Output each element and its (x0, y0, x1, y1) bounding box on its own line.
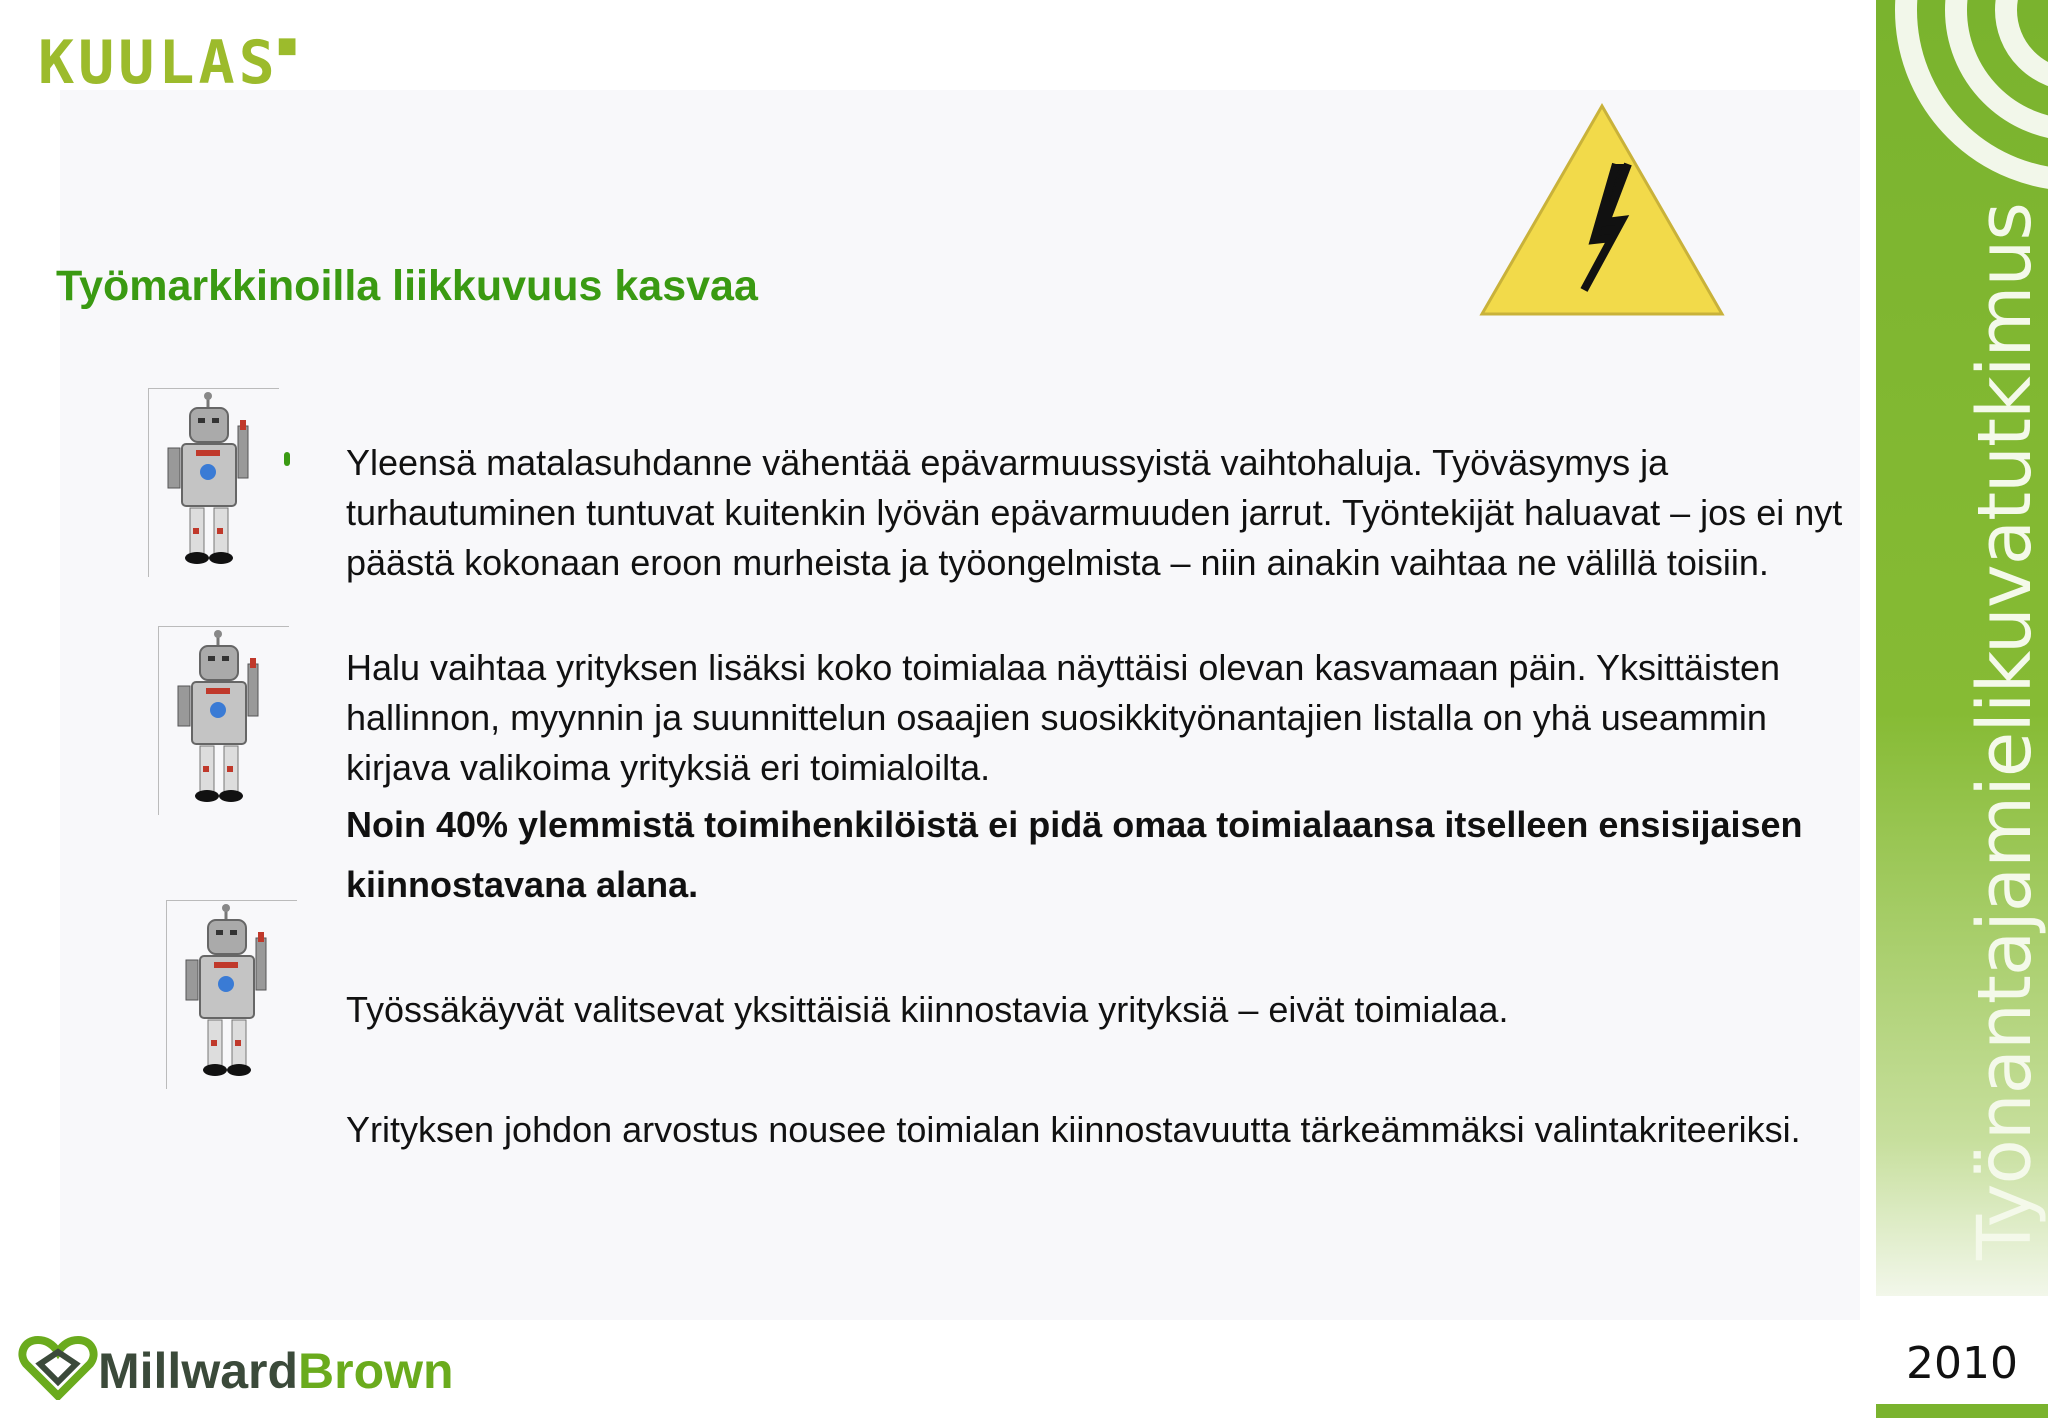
paragraph-4: Työssäkäyvät valitsevat yksittäisiä kiinnostavia yrityksiä – eivät toimialaa. (346, 989, 1509, 1030)
robot-figure (180, 904, 290, 1088)
robot-icon (148, 388, 288, 578)
robot-figure (162, 392, 272, 576)
paragraph-1: Yleensä matalasuhdanne vähentää epävarmuussyistä vaihtohaluja. Työväsymys ja turhautuminen tuntuvat kuitenkin lyövän epävarmuuden jarrut. Työntekijät haluavat – jos ei nyt päästä kokonaan eroon murheista ja työongelmista – niin ainakin vaihtaa ne välillä toisiin. (346, 442, 1843, 583)
robot-icon (166, 900, 306, 1090)
brand-part-2: Brown (298, 1343, 454, 1399)
paragraph-2: Halu vaihtaa yrityksen lisäksi koko toimialaa näyttäisi olevan kasvamaan päin. Yksittäisten hallinnon, myynnin ja suunnittelun osaajien suosikkityönantajien listalla on yhä useammin kirjava valikoima yrityksiä eri toimialoilta. (346, 647, 1781, 788)
robot-figure (172, 630, 282, 814)
millwardbrown-logo (98, 1342, 454, 1400)
sidebar-band (1876, 0, 2048, 1296)
sidebar-label: Työnantajamielikuvatutkimus (1962, 203, 2048, 1260)
paragraph-5: Yrityksen johdon arvostus nousee toimialan kiinnostavuutta tärkeämmäksi valintakriteeriksi. (346, 1109, 1801, 1150)
kuulas-logo-text: KUULAS (38, 28, 279, 98)
robot-icon (158, 626, 298, 816)
slide-body (346, 438, 1866, 1155)
paragraph-3-highlight: Noin 40% ylemmistä toimihenkilöistä ei pidä omaa toimialaansa itselleen ensisijaisen kiinnostavana alana. (346, 804, 1803, 905)
year-bar (1876, 1404, 2048, 1418)
bullet-marker (284, 452, 290, 466)
millwardbrown-heart-icon (18, 1336, 98, 1400)
warning-triangle-icon (1476, 100, 1728, 322)
brand-part-1: Millward (98, 1343, 299, 1399)
slide-title: Työmarkkinoilla liikkuvuus kasvaa (56, 262, 758, 310)
kuulas-logo: KUULAS■ (38, 28, 300, 98)
year-label: 2010 (1906, 1338, 2018, 1389)
